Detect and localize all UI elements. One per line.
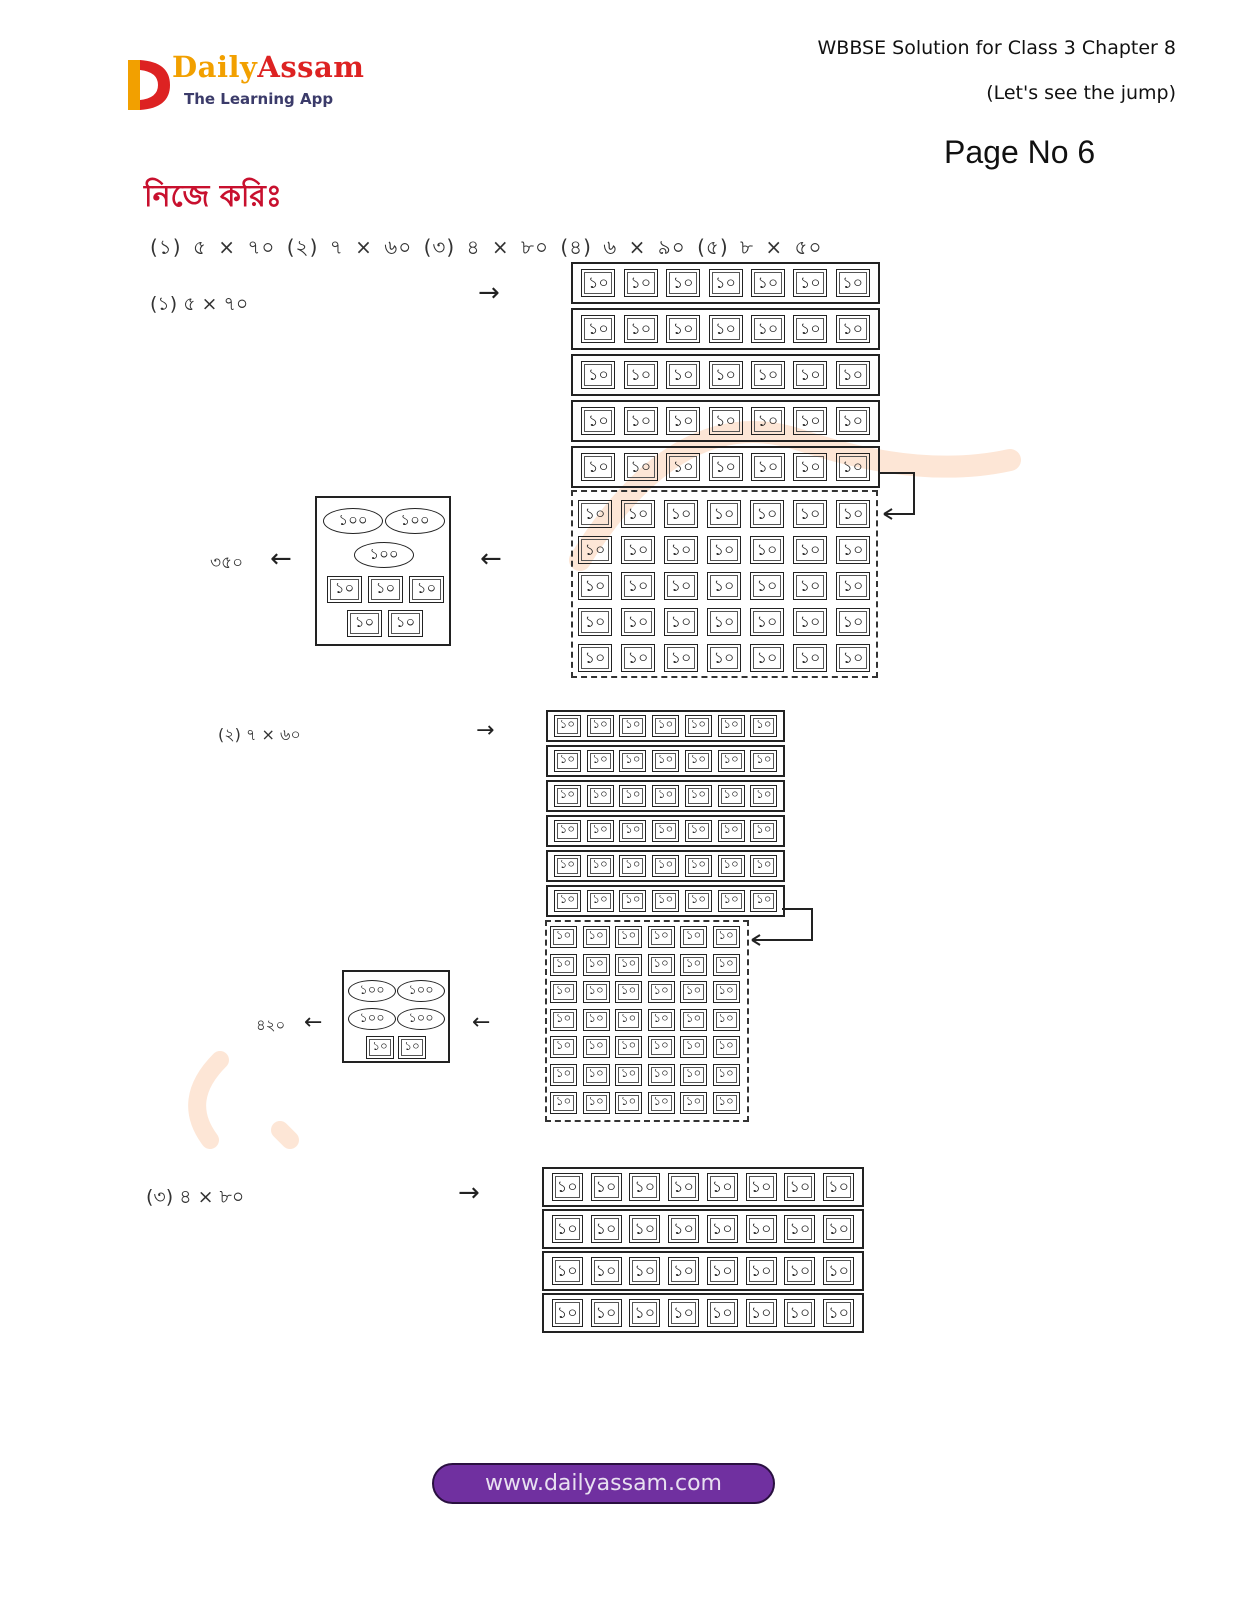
ten-box: ১০ xyxy=(666,269,700,297)
ten-box: ১০ xyxy=(550,1009,577,1031)
ten-box: ১০ xyxy=(713,1009,740,1031)
tens-row xyxy=(542,1209,864,1249)
ten-box: ১০ xyxy=(583,1009,610,1031)
ten-box: ১০ xyxy=(685,750,712,772)
ten-box: ১০ xyxy=(709,407,743,435)
ten-box: ১০ xyxy=(619,785,646,807)
ten-box: ১০ xyxy=(652,855,679,877)
ten-box: ১০ xyxy=(587,855,614,877)
arrow-left-icon: ← xyxy=(304,1010,323,1035)
ten-box: ১০ xyxy=(629,1257,660,1285)
ten-box: ১০ xyxy=(591,1257,622,1285)
ten-box: ১০ xyxy=(624,361,658,389)
ten-box: ১০ xyxy=(554,820,581,842)
ten-box: ১০ xyxy=(619,890,646,912)
ten-box: ১০ xyxy=(751,361,785,389)
ten-box: ১০ xyxy=(615,1036,642,1058)
ten-box: ১০ xyxy=(591,1173,622,1201)
ten-box: ১০ xyxy=(680,1064,707,1086)
ten-box: ১০ xyxy=(550,981,577,1003)
ten-box: ১০ xyxy=(327,576,362,603)
ten-box: ১০ xyxy=(666,407,700,435)
ten-box: ১০ xyxy=(615,1064,642,1086)
ten-box: ১০ xyxy=(583,981,610,1003)
arrow-left-icon: ← xyxy=(480,544,502,574)
ten-box: ১০ xyxy=(793,608,827,636)
ten-box: ১০ xyxy=(707,608,741,636)
ten-box: ১০ xyxy=(648,1036,675,1058)
problem-3-label: (৩) ৪ × ৮০ xyxy=(146,1186,245,1208)
ten-box: ১০ xyxy=(685,855,712,877)
ten-box: ১০ xyxy=(750,890,777,912)
ten-box: ১০ xyxy=(680,1036,707,1058)
ten-box: ১০ xyxy=(718,715,745,737)
problem-1-label: (১) ৫ × ৭০ xyxy=(150,293,249,315)
ten-box: ১০ xyxy=(713,981,740,1003)
ten-box: ১০ xyxy=(836,536,870,564)
ten-box: ১০ xyxy=(668,1257,699,1285)
ten-box: ১০ xyxy=(581,407,615,435)
ten-box: ১০ xyxy=(707,1215,738,1243)
tens-row xyxy=(546,710,785,742)
ten-box: ১০ xyxy=(581,453,615,481)
hundred-oval: ১০০ xyxy=(385,508,445,534)
ten-box: ১০ xyxy=(629,1299,660,1327)
ten-box: ১০ xyxy=(624,269,658,297)
ten-box: ১০ xyxy=(793,315,827,343)
regroup-arrow-icon xyxy=(748,906,816,946)
ten-box: ১০ xyxy=(664,572,698,600)
ten-box: ১০ xyxy=(680,981,707,1003)
ten-box: ১০ xyxy=(550,926,577,948)
ten-box: ১০ xyxy=(793,572,827,600)
page-number: Page No 6 xyxy=(944,134,1096,170)
ten-box: ১০ xyxy=(713,926,740,948)
daily-assam-logo-icon xyxy=(126,58,172,112)
ten-box: ১০ xyxy=(652,785,679,807)
ten-box: ১০ xyxy=(621,644,655,672)
arrow-right-icon: → xyxy=(478,278,500,308)
ten-box: ১০ xyxy=(836,608,870,636)
ten-box: ১০ xyxy=(550,1036,577,1058)
ten-box: ১০ xyxy=(664,500,698,528)
ten-box: ১০ xyxy=(615,1009,642,1031)
tens-row xyxy=(546,850,785,882)
ten-box: ১০ xyxy=(621,608,655,636)
ten-box: ১০ xyxy=(581,315,615,343)
hundred-oval: ১০০ xyxy=(354,542,414,568)
ten-box: ১০ xyxy=(648,954,675,976)
ten-box: ১০ xyxy=(587,820,614,842)
ten-box: ১০ xyxy=(707,644,741,672)
ten-box: ১০ xyxy=(793,453,827,481)
ten-box: ১০ xyxy=(685,785,712,807)
ten-box: ১০ xyxy=(581,269,615,297)
hundred-oval: ১০০ xyxy=(323,508,383,534)
ten-box: ১০ xyxy=(583,1064,610,1086)
ten-box: ১০ xyxy=(624,453,658,481)
arrow-left-icon: ← xyxy=(472,1010,491,1035)
ten-box: ১০ xyxy=(366,1036,394,1059)
ten-box: ১০ xyxy=(591,1215,622,1243)
ten-box: ১০ xyxy=(836,572,870,600)
ten-box: ১০ xyxy=(583,954,610,976)
ten-box: ১০ xyxy=(784,1257,815,1285)
ten-box: ১০ xyxy=(578,536,612,564)
ten-box: ১০ xyxy=(718,890,745,912)
ten-box: ১০ xyxy=(750,608,784,636)
ten-box: ১০ xyxy=(751,269,785,297)
ten-box: ১০ xyxy=(578,500,612,528)
tens-row xyxy=(571,400,880,442)
ten-box: ১০ xyxy=(621,500,655,528)
hundred-oval: ১০০ xyxy=(348,980,396,1002)
ten-box: ১০ xyxy=(680,1092,707,1114)
problem-1-sum-box xyxy=(315,496,451,646)
tens-row xyxy=(571,262,880,304)
ten-box: ১০ xyxy=(750,750,777,772)
ten-box: ১০ xyxy=(713,954,740,976)
ten-box: ১০ xyxy=(388,610,423,637)
ten-box: ১০ xyxy=(836,269,870,297)
ten-box: ১০ xyxy=(615,1092,642,1114)
ten-box: ১০ xyxy=(836,500,870,528)
ten-box: ১০ xyxy=(619,715,646,737)
ten-box: ১০ xyxy=(793,500,827,528)
ten-box: ১০ xyxy=(578,572,612,600)
ten-box: ১০ xyxy=(619,820,646,842)
tens-row xyxy=(546,815,785,847)
ten-box: ১০ xyxy=(648,1064,675,1086)
ten-box: ১০ xyxy=(624,407,658,435)
ten-box: ১০ xyxy=(746,1215,777,1243)
ten-box: ১০ xyxy=(709,315,743,343)
hundred-oval: ১০০ xyxy=(397,1008,445,1030)
ten-box: ১০ xyxy=(652,820,679,842)
ten-box: ১০ xyxy=(709,361,743,389)
ten-box: ১০ xyxy=(552,1173,583,1201)
tens-row xyxy=(546,780,785,812)
hundred-oval: ১০০ xyxy=(348,1008,396,1030)
ten-box: ১০ xyxy=(578,608,612,636)
ten-box: ১০ xyxy=(707,1173,738,1201)
ten-box: ১০ xyxy=(685,890,712,912)
ten-box: ১০ xyxy=(713,1036,740,1058)
problem-1-dashed-group xyxy=(571,490,878,678)
ten-box: ১০ xyxy=(615,954,642,976)
arrow-right-icon: → xyxy=(476,718,495,743)
ten-box: ১০ xyxy=(823,1215,854,1243)
section-title: নিজে করিঃ xyxy=(144,179,282,214)
tens-row xyxy=(571,354,880,396)
ten-box: ১০ xyxy=(347,610,382,637)
tens-row xyxy=(542,1251,864,1291)
ten-box: ১০ xyxy=(750,572,784,600)
ten-box: ১০ xyxy=(550,1092,577,1114)
ten-box: ১০ xyxy=(554,785,581,807)
ten-box: ১০ xyxy=(578,644,612,672)
ten-box: ১০ xyxy=(836,644,870,672)
ten-box: ১০ xyxy=(409,576,444,603)
ten-box: ১০ xyxy=(368,576,403,603)
ten-box: ১০ xyxy=(664,536,698,564)
ten-box: ১০ xyxy=(709,269,743,297)
ten-box: ১০ xyxy=(583,926,610,948)
ten-box: ১০ xyxy=(750,536,784,564)
ten-box: ১০ xyxy=(709,453,743,481)
ten-box: ১০ xyxy=(793,361,827,389)
problem-2-result: ৪২০ xyxy=(256,1016,286,1034)
ten-box: ১০ xyxy=(668,1215,699,1243)
ten-box: ১০ xyxy=(554,890,581,912)
ten-box: ১০ xyxy=(587,890,614,912)
ten-box: ১০ xyxy=(793,536,827,564)
ten-box: ১০ xyxy=(680,1009,707,1031)
ten-box: ১০ xyxy=(648,1092,675,1114)
ten-box: ১০ xyxy=(718,855,745,877)
problem-1-result: ৩৫০ xyxy=(210,553,244,573)
regroup-arrow-icon xyxy=(876,470,920,520)
ten-box: ১০ xyxy=(823,1299,854,1327)
ten-box: ১০ xyxy=(624,315,658,343)
ten-box: ১০ xyxy=(746,1257,777,1285)
ten-box: ১০ xyxy=(581,361,615,389)
ten-box: ১০ xyxy=(784,1299,815,1327)
ten-box: ১০ xyxy=(583,1092,610,1114)
ten-box: ১০ xyxy=(398,1036,426,1059)
ten-box: ১০ xyxy=(629,1215,660,1243)
ten-box: ১০ xyxy=(666,361,700,389)
tens-row xyxy=(571,308,880,350)
problems-list: (১) ৫ × ৭০ (২) ৭ × ৬০ (৩) ৪ × ৮০ (৪) ৬ × ৯০ (৫) ৮ × ৫০ xyxy=(150,235,823,259)
ten-box: ১০ xyxy=(615,981,642,1003)
ten-box: ১০ xyxy=(836,453,870,481)
ten-box: ১০ xyxy=(621,572,655,600)
ten-box: ১০ xyxy=(648,981,675,1003)
ten-box: ১০ xyxy=(554,750,581,772)
ten-box: ১০ xyxy=(554,855,581,877)
ten-box: ১০ xyxy=(751,315,785,343)
ten-box: ১০ xyxy=(615,926,642,948)
ten-box: ১০ xyxy=(750,644,784,672)
ten-box: ১০ xyxy=(591,1299,622,1327)
ten-box: ১০ xyxy=(648,1009,675,1031)
ten-box: ১০ xyxy=(666,315,700,343)
header-chapter-subtitle: (Let's see the jump) xyxy=(986,82,1176,104)
ten-box: ১০ xyxy=(587,785,614,807)
ten-box: ১০ xyxy=(718,785,745,807)
brand-name: DailyAssam xyxy=(172,50,365,84)
ten-box: ১০ xyxy=(648,926,675,948)
ten-box: ১০ xyxy=(552,1299,583,1327)
ten-box: ১০ xyxy=(784,1173,815,1201)
brand-tagline: The Learning App xyxy=(184,90,334,108)
tens-row xyxy=(546,745,785,777)
ten-box: ১০ xyxy=(587,750,614,772)
ten-box: ১০ xyxy=(784,1215,815,1243)
ten-box: ১০ xyxy=(750,715,777,737)
ten-box: ১০ xyxy=(552,1257,583,1285)
ten-box: ১০ xyxy=(552,1215,583,1243)
ten-box: ১০ xyxy=(751,407,785,435)
ten-box: ১০ xyxy=(707,1257,738,1285)
ten-box: ১০ xyxy=(707,536,741,564)
header-solution-title: WBBSE Solution for Class 3 Chapter 8 xyxy=(817,37,1176,59)
arrow-left-icon: ← xyxy=(270,544,292,574)
ten-box: ১০ xyxy=(750,785,777,807)
ten-box: ১০ xyxy=(750,820,777,842)
ten-box: ১০ xyxy=(793,407,827,435)
ten-box: ১০ xyxy=(680,926,707,948)
ten-box: ১০ xyxy=(823,1173,854,1201)
ten-box: ১০ xyxy=(707,1299,738,1327)
ten-box: ১০ xyxy=(664,644,698,672)
ten-box: ১০ xyxy=(583,1036,610,1058)
ten-box: ১০ xyxy=(685,820,712,842)
ten-box: ১০ xyxy=(668,1299,699,1327)
arrow-right-icon: → xyxy=(458,1178,480,1208)
ten-box: ১০ xyxy=(793,644,827,672)
ten-box: ১০ xyxy=(746,1299,777,1327)
ten-box: ১০ xyxy=(587,715,614,737)
ten-box: ১০ xyxy=(718,750,745,772)
ten-box: ১০ xyxy=(713,1064,740,1086)
ten-box: ১০ xyxy=(550,1064,577,1086)
ten-box: ১০ xyxy=(668,1173,699,1201)
ten-box: ১০ xyxy=(746,1173,777,1201)
tens-row xyxy=(542,1293,864,1333)
ten-box: ১০ xyxy=(619,855,646,877)
ten-box: ১০ xyxy=(718,820,745,842)
ten-box: ১০ xyxy=(680,954,707,976)
ten-box: ১০ xyxy=(793,269,827,297)
ten-box: ১০ xyxy=(619,750,646,772)
ten-box: ১০ xyxy=(664,608,698,636)
problem-2-sum-box xyxy=(342,970,450,1063)
ten-box: ১০ xyxy=(751,453,785,481)
ten-box: ১০ xyxy=(652,750,679,772)
ten-box: ১০ xyxy=(554,715,581,737)
problem-2-label: (২) ৭ × ৬০ xyxy=(218,725,301,744)
ten-box: ১০ xyxy=(652,715,679,737)
ten-box: ১০ xyxy=(685,715,712,737)
ten-box: ১০ xyxy=(750,500,784,528)
ten-box: ১০ xyxy=(550,954,577,976)
ten-box: ১০ xyxy=(836,361,870,389)
ten-box: ১০ xyxy=(621,536,655,564)
ten-box: ১০ xyxy=(629,1173,660,1201)
ten-box: ১০ xyxy=(713,1092,740,1114)
ten-box: ১০ xyxy=(823,1257,854,1285)
tens-row xyxy=(542,1167,864,1207)
footer-url-badge[interactable]: www.dailyassam.com xyxy=(432,1463,775,1504)
hundred-oval: ১০০ xyxy=(397,980,445,1002)
ten-box: ১০ xyxy=(666,453,700,481)
ten-box: ১০ xyxy=(707,500,741,528)
ten-box: ১০ xyxy=(652,890,679,912)
tens-row xyxy=(571,446,880,488)
ten-box: ১০ xyxy=(836,407,870,435)
ten-box: ১০ xyxy=(707,572,741,600)
ten-box: ১০ xyxy=(750,855,777,877)
ten-box: ১০ xyxy=(836,315,870,343)
